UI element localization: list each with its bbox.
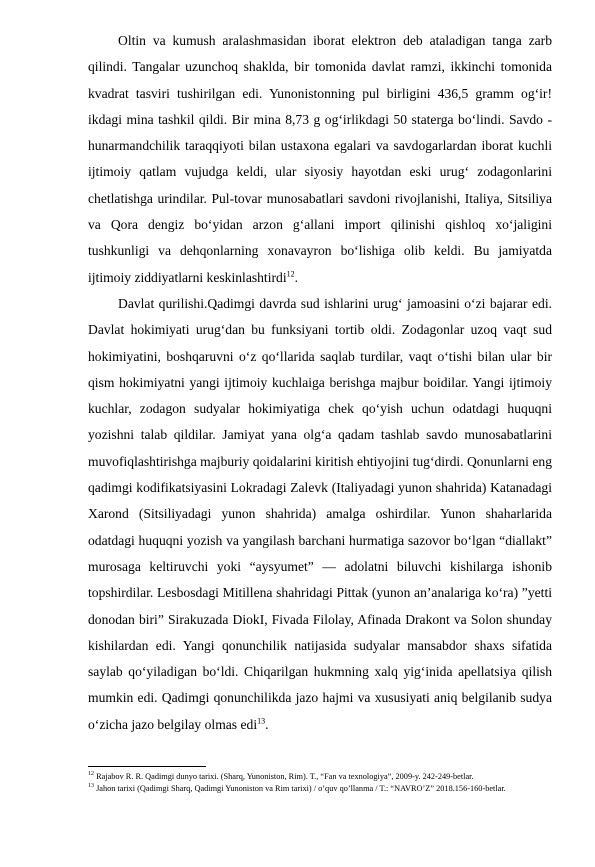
paragraph-1-text: Oltin va kumush aralashmasidan iborat elektron deb ataladigan tanga zarb qilindi. Tangalar uzunchoq shaklda, bir tomonida davlat ramzi, ikkinchi tomonida kvadrat tasviri tushirilgan edi. Yunonistonning pul birligini 436,5 gramm og‘ir! ikdagi mina tashkil qildi. Bir mina 8,73 g og‘irlikdagi 50 staterga bo‘lindi. Savdo - hunarmandchilik taraqqiyoti bilan ustaxona egalari va savdogarlardan iborat kuchli ijtimoiy qatlam vujudga keldi, ular siyosiy hayotdan eski urug‘ zodagonlarini chetlatishga urindilar. Pul-tovar munosabatlari savdoni rivojlanishi, Italiya, Sitsiliya va Qora dengiz bo‘yidan arzon g‘allani import qilinishi qishloq xo‘jaligini tushkunligi va dehqonlarning xonavayron bo‘lishiga olib keldi. Bu jamiyatda ijtimoiy ziddiyatlarni keskinlashtirdi <box>88 33 552 285</box>
footnote-text: Rajabov R. R. Qadimgi dunyo tarixi. (Sharq, Yunoniston, Rim). T., “Fan va texnologiya”, 2009-y. 242-249-betlar. <box>94 772 474 781</box>
footnote-ref-13[interactable]: 13 <box>257 716 266 726</box>
footnote-number: 12 <box>88 771 94 778</box>
paragraph-2-text: Davlat qurilishi.Qadimgi davrda sud ishlarini urug‘ jamoasini o‘zi bajarar edi. Davlat hokimiyati urug‘dan bu funksiyani tortib oldi. Zodagonlar uzoq vaqt sud hokimiyatini, boshqaruvni o‘z qo‘llarida saqlab turdilar, vaqt o‘tishi bilan ular bir qism hokimiyatni yangi ijtimoiy kuchlaiga berishga majbur boidilar. Yangi ijtimoiy kuchlar, zodagon sudyalar hokimiyatiga chek qo‘yish uchun odatdagi huquqni yozishni talab qildilar. Jamiyat yana olg‘a qadam tashlab savdo munosabatlarini muvofiqlashtirishga majburiy qoidalarini kiritish ehtiyojini tug‘dirdi. Qonunlarni eng qadimgi kodifikatsiyasini Lokradagi Zalevk (Italiyadagi yunon shahrida) Katanadagi Xarond (Sitsiliyadagi yunon shahrida) amalga oshirdilar. Yunon shaharlarida odatdagi huquqni yozish va yangilash barchani hurmatiga sazovor bo‘lgan “diallakt” murosaga keltiruvchi yoki “aysyumet” — adolatni biluvchi kishilarga ishonib topshirdilar. Lesbosdagi Mitillena shahridagi Pittak (yunon an’analariga ko‘ra) ”yetti donodan biri” Sirakuzada DiokI, Fivada Filolay, Afinada Drakont va Solon shunday kishilardan edi. Yangi qonunchilik natijasida sudyalar mansabdor shaxs sifatida saylab qo‘yiladigan bo‘ldi. Chiqarilgan hukmning xalq yig‘inida apellatsiya qilish mumkin edi. Qadimgi qonunchilikda jazo hajmi va xususiyati aniq belgilanib sudya o‘zicha jazo belgilay olmas edi <box>88 295 552 732</box>
paragraph-2-end: . <box>265 716 269 732</box>
paragraph-1-end: . <box>294 269 298 285</box>
paragraph-2 <box>88 291 552 738</box>
footnote-text: Jahon tarixi (Qadimgi Sharq, Qadimgi Yunoniston va Rim tarixi) / o’quv qo’llanma / T.: “NAVRO’Z” 2018.156-160-betlar. <box>94 783 506 793</box>
footnote-ref-12[interactable]: 12 <box>286 269 295 279</box>
footnotes <box>88 771 558 794</box>
footnote-13 <box>88 783 558 795</box>
footnote-12 <box>88 771 558 783</box>
page-body <box>88 28 552 738</box>
footnote-divider <box>88 766 206 767</box>
footnote-number: 13 <box>88 782 94 789</box>
paragraph-1 <box>88 28 552 291</box>
